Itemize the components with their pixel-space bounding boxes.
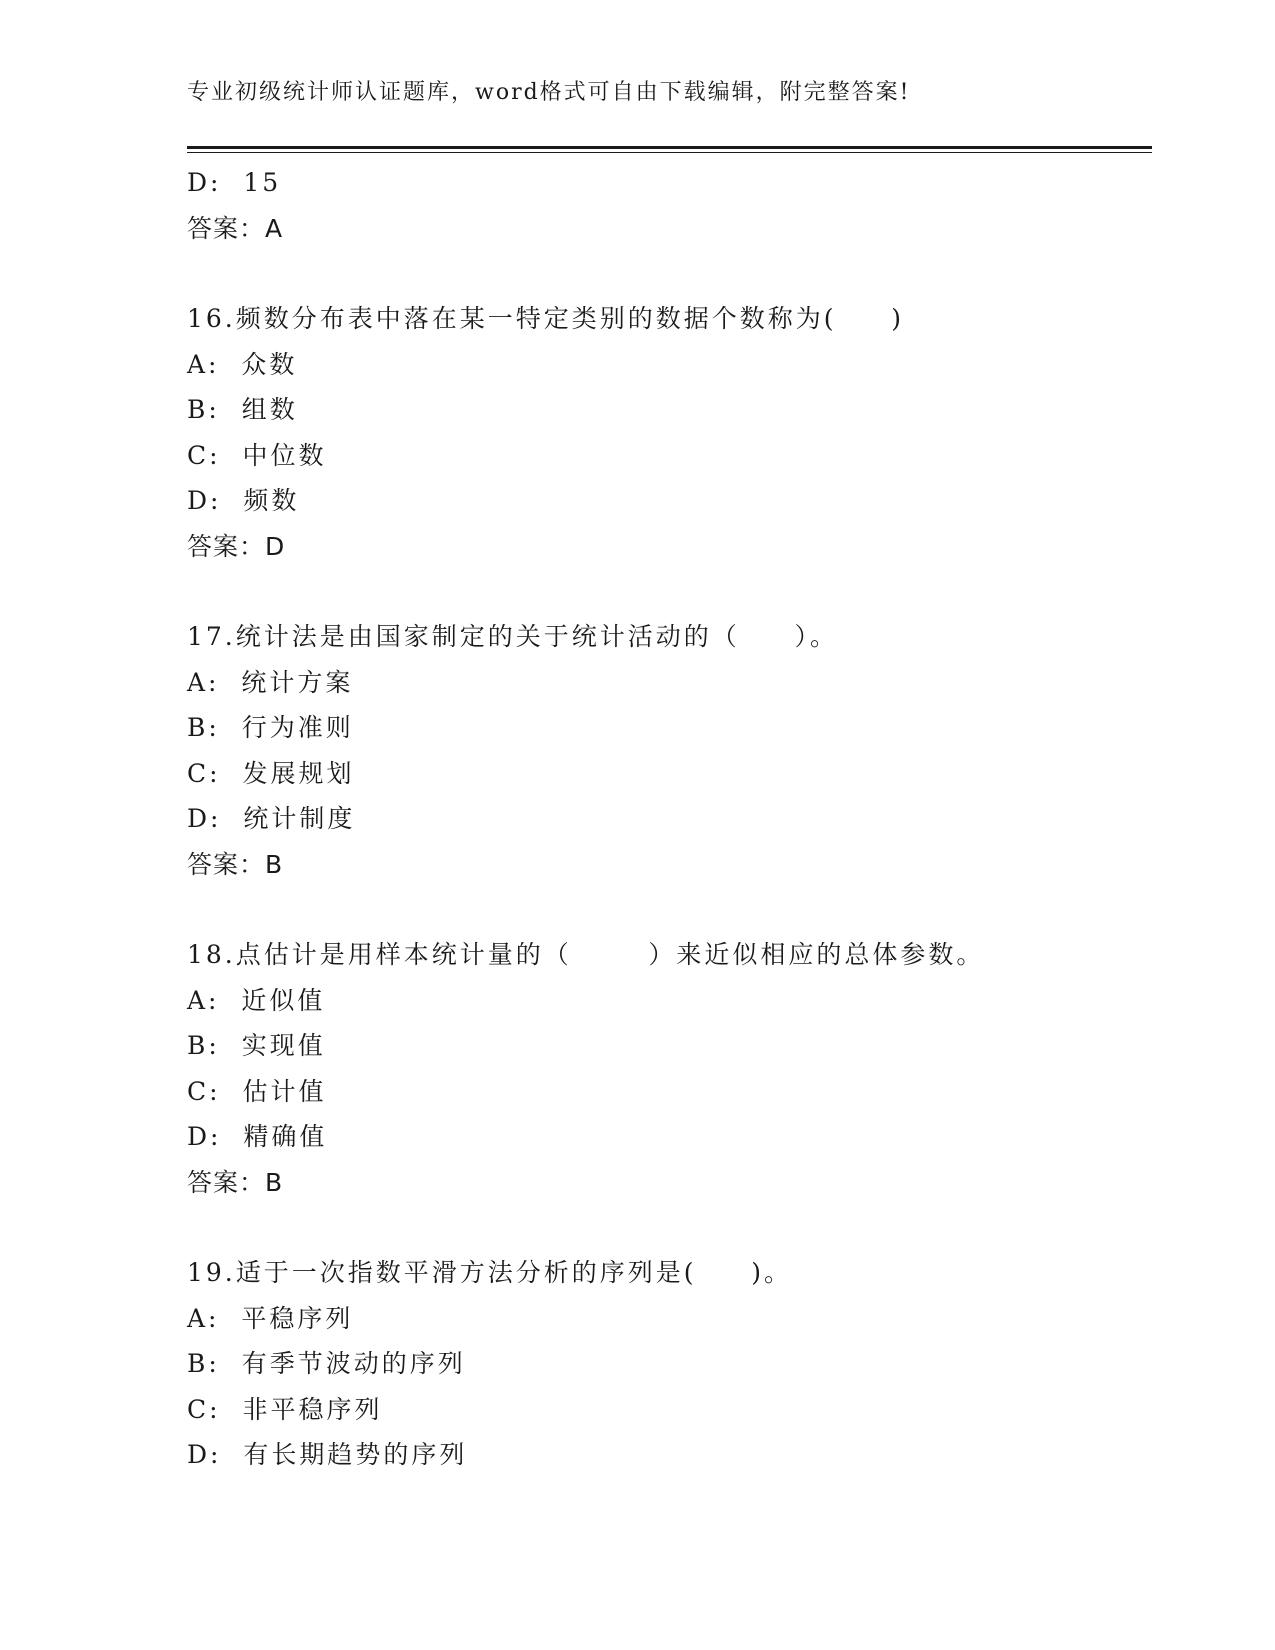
answer-line: 答案：B — [187, 849, 284, 879]
header-rule-thin — [187, 152, 1152, 153]
option-d: D: 频数 — [187, 486, 300, 515]
question-list — [187, 160, 1152, 1478]
question-stem: 19.适于一次指数平滑方法分析的序列是( )。 — [187, 1258, 793, 1287]
option-d: D: 精确值 — [187, 1122, 328, 1151]
option-c: C: 发展规划 — [187, 758, 355, 788]
page-header: 专业初级统计师认证题库，word格式可自由下载编辑，附完整答案! — [187, 80, 911, 105]
option-b: B: 实现值 — [187, 1031, 326, 1060]
option-a: A: 近似值 — [187, 985, 326, 1015]
question-stem: 16.频数分布表中落在某一特定类别的数据个数称为( ) — [187, 304, 905, 333]
header-rule-thick — [187, 146, 1152, 149]
option-c: C: 非平稳序列 — [187, 1394, 383, 1424]
option-a: A: 众数 — [187, 349, 298, 379]
answer-line: 答案：A — [187, 213, 284, 243]
answer-line: 答案：B — [187, 1167, 284, 1197]
option-c: C: 中位数 — [187, 440, 327, 470]
option-c: C: 估计值 — [187, 1076, 327, 1106]
question-stem: 18.点估计是用样本统计量的（ ）来近似相应的总体参数。 — [187, 940, 985, 969]
option-a: A: 平稳序列 — [187, 1303, 354, 1333]
question-block-17 — [187, 614, 1152, 887]
question-block-16 — [187, 296, 1152, 569]
option-b: B: 有季节波动的序列 — [187, 1349, 466, 1378]
option-b: B: 行为准则 — [187, 713, 354, 742]
question-block-18 — [187, 932, 1152, 1205]
option-a: A: 统计方案 — [187, 667, 354, 697]
option-d: D: 15 — [187, 168, 282, 197]
question-block-19 — [187, 1250, 1152, 1478]
option-b: B: 组数 — [187, 395, 298, 424]
option-d: D: 统计制度 — [187, 804, 356, 833]
answer-line: 答案：D — [187, 531, 286, 561]
option-d: D: 有长期趋势的序列 — [187, 1440, 468, 1469]
question-stem: 17.统计法是由国家制定的关于统计活动的（ ）。 — [187, 622, 838, 651]
